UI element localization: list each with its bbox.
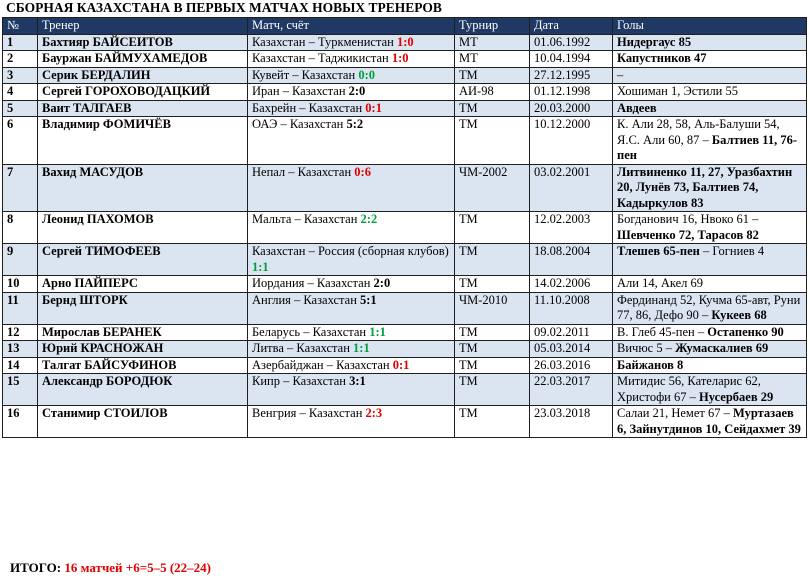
match-date: 05.03.2014 — [530, 341, 613, 358]
goal-scorers: Капустников 47 — [617, 51, 707, 65]
match-teams: Азербайджан – Казахстан — [252, 357, 393, 372]
coaches-table — [2, 17, 807, 438]
tournament: ТМ — [455, 324, 530, 341]
goal-scorers: Муртазаев 6, Зайнутдинов 10, Сейдахмет 39 — [617, 406, 801, 436]
goal-scorers: Вичюс 5 – — [617, 341, 676, 355]
table-row — [3, 212, 807, 244]
coach-name: Сергей ТИМОФЕЕВ — [38, 244, 248, 276]
table-row — [3, 164, 807, 212]
score: 1:1 — [252, 259, 269, 274]
coach-name: Станимир СТОИЛОВ — [38, 406, 248, 438]
match-teams: Бахрейн – Казахстан — [252, 100, 366, 115]
score: 1:0 — [396, 34, 414, 49]
match-teams: Кувейт – Казахстан — [252, 67, 359, 82]
score: 2:0 — [348, 84, 366, 98]
goal-scorers: Авдеев — [617, 100, 657, 115]
match-date: 26.03.2016 — [530, 357, 613, 374]
row-number: 7 — [3, 164, 38, 212]
goal-scorers: Остапенко 90 — [707, 324, 784, 339]
coach-name: Бернд ШТОРК — [38, 292, 248, 324]
match-score — [248, 244, 455, 276]
match-date: 01.06.1992 — [530, 34, 613, 51]
match-date: 12.02.2003 — [530, 212, 613, 244]
coach-name: Мирослав БЕРАНЕК — [38, 324, 248, 341]
goals — [613, 51, 807, 68]
goals — [613, 117, 807, 165]
table-row — [3, 51, 807, 68]
score: 0:6 — [354, 164, 371, 179]
match-date: 10.04.1994 — [530, 51, 613, 68]
score: 1:1 — [353, 341, 370, 355]
coach-name: Владимир ФОМИЧЁВ — [38, 117, 248, 165]
score: 0:1 — [392, 357, 410, 372]
match-teams: Казахстан – Туркменистан — [252, 34, 397, 49]
header-tournament: Турнир — [455, 18, 530, 35]
score: 2:0 — [373, 276, 391, 290]
match-score — [248, 406, 455, 438]
row-number: 14 — [3, 357, 38, 374]
goal-scorers: Салаи 21, Немет 67 – — [617, 406, 733, 420]
match-date: 10.12.2000 — [530, 117, 613, 165]
match-score — [248, 164, 455, 212]
match-score — [248, 51, 455, 68]
goals — [613, 212, 807, 244]
table-row — [3, 406, 807, 438]
match-teams: Иран – Казахстан — [252, 84, 349, 98]
goal-scorers: Тлешев 65-пен — [617, 244, 700, 258]
match-teams: Англия – Казахстан — [252, 292, 361, 307]
summary-label: ИТОГО: — [10, 560, 65, 575]
match-date: 18.08.2004 — [530, 244, 613, 276]
summary-value: 16 матчей +6=5–5 (22–24) — [64, 560, 212, 575]
header-coach: Тренер — [38, 18, 248, 35]
match-teams: Беларусь – Казахстан — [252, 324, 370, 339]
goal-scorers: – — [617, 67, 624, 82]
match-score — [248, 292, 455, 324]
match-score — [248, 67, 455, 84]
match-score — [248, 84, 455, 101]
table-row — [3, 341, 807, 358]
goals — [613, 341, 807, 358]
goals — [613, 100, 807, 117]
match-teams: Иордания – Казахстан — [252, 276, 374, 290]
tournament: МТ — [455, 34, 530, 51]
row-number: 11 — [3, 292, 38, 324]
match-date: 09.02.2011 — [530, 324, 613, 341]
match-teams: ОАЭ – Казахстан — [252, 117, 347, 131]
score: 2:3 — [365, 406, 383, 420]
match-score — [248, 276, 455, 293]
coach-name: Бахтияр БАЙСЕИТОВ — [38, 34, 248, 51]
match-score — [248, 357, 455, 374]
tournament: ТМ — [455, 244, 530, 276]
row-number: 5 — [3, 100, 38, 117]
match-date: 11.10.2008 — [530, 292, 613, 324]
match-score — [248, 100, 455, 117]
goal-scorers: Нусербаев 29 — [698, 389, 774, 404]
tournament: ТМ — [455, 374, 530, 406]
goal-scorers: Кукеев 68 — [711, 308, 767, 322]
header-goals: Голы — [613, 18, 807, 35]
match-score — [248, 117, 455, 165]
goal-scorers: Жумаскалиев 69 — [675, 341, 769, 355]
coach-name: Бауржан БАЙМУХАМЕДОВ — [38, 51, 248, 68]
match-date: 01.12.1998 — [530, 84, 613, 101]
tournament: ТМ — [455, 276, 530, 293]
coach-name: Сергей ГОРОХОВОДАЦКИЙ — [38, 84, 248, 101]
tournament: ТМ — [455, 341, 530, 358]
table-row — [3, 100, 807, 117]
goal-scorers: Богданович 16, Нвоко 61 – — [617, 212, 759, 226]
goal-scorers: Митидис 56, Кателарис 62, Христофи 67 – — [617, 374, 761, 404]
page-title: СБОРНАЯ КАЗАХСТАНА В ПЕРВЫХ МАТЧАХ НОВЫХ ТРЕНЕРОВ — [6, 0, 442, 15]
goal-scorers: В. Глеб 45-пен – — [617, 324, 708, 339]
table-row — [3, 84, 807, 101]
goals — [613, 406, 807, 438]
goals — [613, 324, 807, 341]
table-row — [3, 117, 807, 165]
goal-scorers: Шевченко 72, Тарасов 82 — [617, 227, 759, 242]
goals — [613, 244, 807, 276]
coach-name: Леонид ПАХОМОВ — [38, 212, 248, 244]
table-row — [3, 244, 807, 276]
row-number: 12 — [3, 324, 38, 341]
score: 0:0 — [358, 67, 375, 82]
match-teams: Литва – Казахстан — [252, 341, 354, 355]
table-row — [3, 374, 807, 406]
coach-name: Арно ПАЙПЕРС — [38, 276, 248, 293]
tournament: ЧМ-2010 — [455, 292, 530, 324]
tournament: МТ — [455, 51, 530, 68]
match-date: 14.02.2006 — [530, 276, 613, 293]
row-number: 13 — [3, 341, 38, 358]
match-score — [248, 374, 455, 406]
match-date: 03.02.2001 — [530, 164, 613, 212]
row-number: 9 — [3, 244, 38, 276]
table-row — [3, 357, 807, 374]
row-number: 6 — [3, 117, 38, 165]
match-teams: Казахстан – Россия (сборная клубов) — [252, 244, 449, 258]
header-num: № — [3, 18, 38, 35]
table-header-row — [3, 18, 807, 35]
match-teams: Кипр – Казахстан — [252, 374, 350, 388]
row-number: 2 — [3, 51, 38, 68]
goal-scorers: Байжанов 8 — [617, 357, 684, 372]
goal-scorers: Нидергаус 85 — [617, 34, 692, 49]
match-teams: Венгрия – Казахстан — [252, 406, 366, 420]
match-teams: Мальта – Казахстан — [252, 212, 361, 226]
row-number: 15 — [3, 374, 38, 406]
goals — [613, 292, 807, 324]
goals — [613, 67, 807, 84]
row-number: 10 — [3, 276, 38, 293]
row-number: 8 — [3, 212, 38, 244]
coach-name: Талгат БАЙСУФИНОВ — [38, 357, 248, 374]
goals — [613, 84, 807, 101]
goals — [613, 374, 807, 406]
match-date: 23.03.2018 — [530, 406, 613, 438]
coach-name: Юрий КРАСНОЖАН — [38, 341, 248, 358]
tournament: ТМ — [455, 212, 530, 244]
score: 3:1 — [349, 374, 366, 388]
match-teams: Казахстан – Таджикистан — [252, 51, 392, 65]
tournament: АИ-98 — [455, 84, 530, 101]
tournament: ТМ — [455, 67, 530, 84]
tournament: ЧМ-2002 — [455, 164, 530, 212]
tournament: ТМ — [455, 117, 530, 165]
match-date: 27.12.1995 — [530, 67, 613, 84]
table-row — [3, 34, 807, 51]
match-date: 20.03.2000 — [530, 100, 613, 117]
tournament: ТМ — [455, 357, 530, 374]
header-match: Матч, счёт — [248, 18, 455, 35]
goals — [613, 34, 807, 51]
goal-scorers: Балтиев 11, 76-пен — [617, 132, 798, 162]
score: 2:2 — [360, 212, 378, 226]
match-score — [248, 341, 455, 358]
coach-name: Ваит ТАЛГАЕВ — [38, 100, 248, 117]
score: 1:1 — [369, 324, 386, 339]
match-score — [248, 324, 455, 341]
match-teams: Непал – Казахстан — [252, 164, 355, 179]
row-number: 4 — [3, 84, 38, 101]
goal-scorers: – Гогниев 4 — [699, 244, 765, 258]
summary-footer — [10, 560, 211, 576]
score: 0:1 — [365, 100, 382, 115]
goal-scorers: Литвиненко 11, 27, Уразбахтин 20, Лунёв 73, Балтиев 74, Кадыркулов 83 — [617, 164, 793, 210]
coach-name: Александр БОРОДЮК — [38, 374, 248, 406]
match-score — [248, 34, 455, 51]
row-number: 3 — [3, 67, 38, 84]
goal-scorers: Али 14, Акел 69 — [617, 276, 704, 290]
tournament: ТМ — [455, 406, 530, 438]
score: 1:0 — [391, 51, 409, 65]
match-date: 22.03.2017 — [530, 374, 613, 406]
tournament: ТМ — [455, 100, 530, 117]
score: 5:2 — [346, 117, 364, 131]
table-row — [3, 292, 807, 324]
goals — [613, 357, 807, 374]
table-body — [3, 34, 807, 438]
table-row — [3, 276, 807, 293]
goals — [613, 164, 807, 212]
row-number: 1 — [3, 34, 38, 51]
row-number: 16 — [3, 406, 38, 438]
match-score — [248, 212, 455, 244]
coach-name: Вахид МАСУДОВ — [38, 164, 248, 212]
score: 5:1 — [360, 292, 377, 307]
goals — [613, 276, 807, 293]
goal-scorers: К. Али 28, 58, Аль-Балуши 54, Я.С. Али 60, 87 – — [617, 117, 780, 147]
table-row — [3, 324, 807, 341]
goal-scorers: Фердинанд 52, Кучма 65-авт, Руни 77, 86, Дефо 90 – — [617, 292, 801, 322]
header-date: Дата — [530, 18, 613, 35]
coach-name: Серик БЕРДАЛИН — [38, 67, 248, 84]
table-row — [3, 67, 807, 84]
goal-scorers: Хошиман 1, Эстили 55 — [617, 84, 738, 98]
